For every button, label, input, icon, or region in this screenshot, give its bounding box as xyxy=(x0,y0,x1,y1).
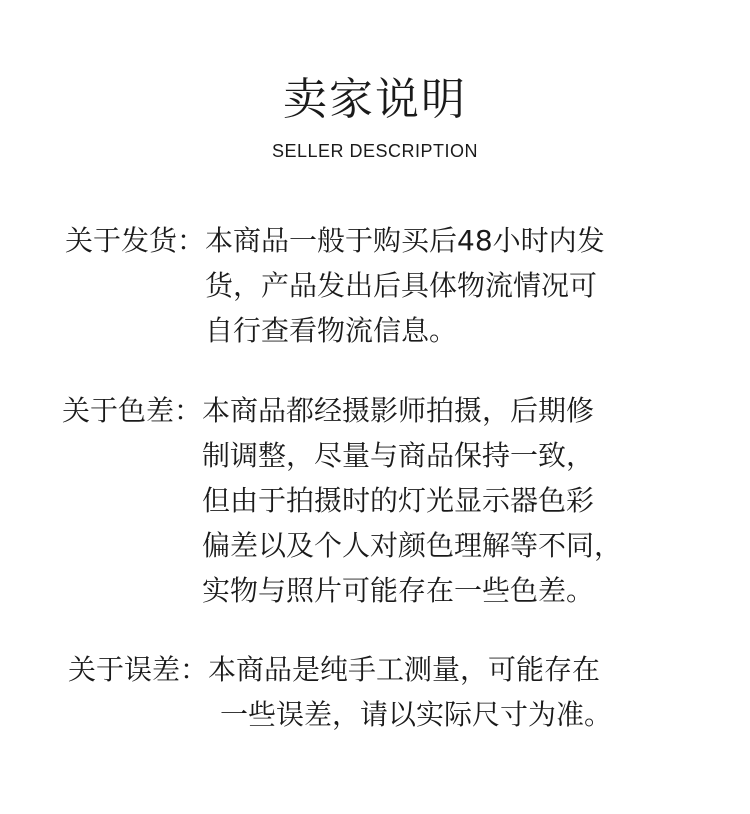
shipping-section xyxy=(65,218,605,353)
color-difference-line: 实物与照片可能存在一些色差。 xyxy=(202,574,595,607)
shipping-line: 货，产品发出后具体物流情况可 xyxy=(205,269,598,302)
measurement-error-section xyxy=(68,647,612,737)
page-title: 卖家说明 xyxy=(283,74,467,125)
page-subtitle: SELLER DESCRIPTION xyxy=(271,141,479,161)
color-difference-section xyxy=(62,388,622,613)
color-difference-text xyxy=(202,388,622,613)
measurement-error-text xyxy=(208,647,612,737)
shipping-text xyxy=(205,218,605,353)
shipping-line: 自行查看物流信息。 xyxy=(205,314,458,347)
shipping-label: 关于发货： xyxy=(65,224,206,257)
measurement-error-line: 一些误差，请以实际尺寸为准。 xyxy=(220,698,613,731)
shipping-line: 本商品一般于购买后48小时内发 xyxy=(205,224,605,257)
color-difference-line: 制调整，尽量与商品保持一致， xyxy=(202,439,595,472)
color-difference-line: 但由于拍摄时的灯光显示器色彩 xyxy=(202,484,595,517)
measurement-error-line: 本商品是纯手工测量，可能存在 xyxy=(208,653,601,686)
measurement-error-label: 关于误差： xyxy=(68,653,209,686)
color-difference-label: 关于色差： xyxy=(62,394,203,427)
color-difference-line: 偏差以及个人对颜色理解等不同， xyxy=(202,529,623,562)
color-difference-line: 本商品都经摄影师拍摄，后期修 xyxy=(202,394,595,427)
